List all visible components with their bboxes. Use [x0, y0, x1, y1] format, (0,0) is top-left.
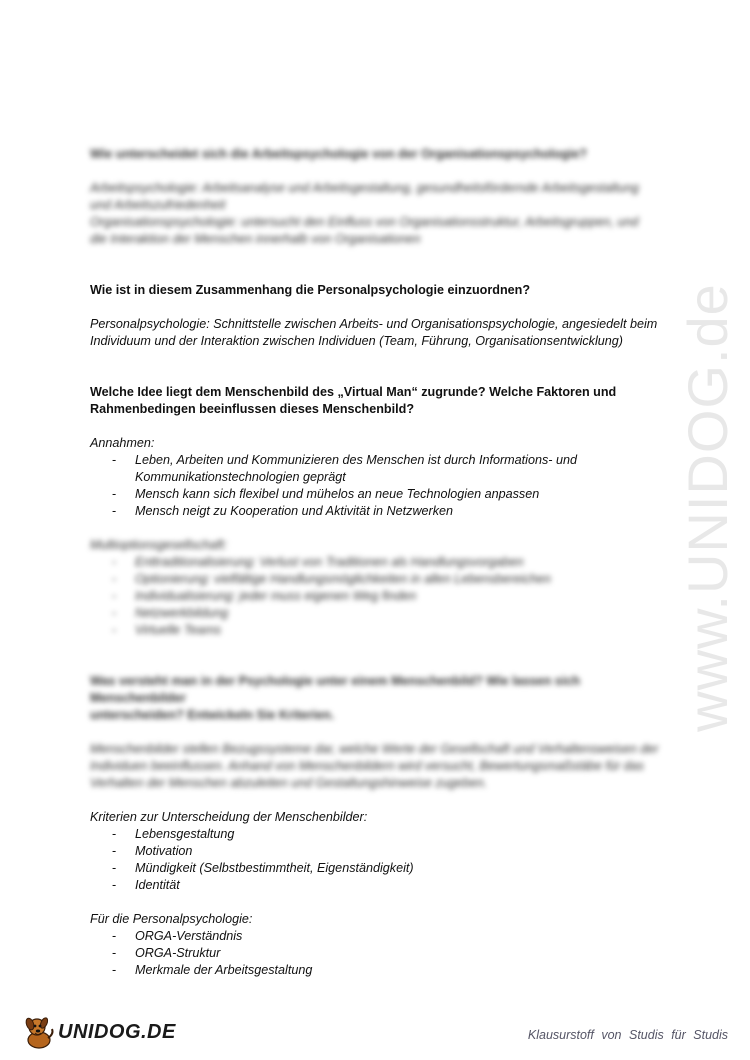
factors-list [90, 554, 670, 639]
question-1: Wie unterscheidet sich die Arbeitspsychologie von der Organisationspsychologie? [90, 147, 587, 161]
list-item: - Individualisierung: jeder muss eigenen Weg finden [90, 588, 670, 605]
section-blurred-3 [90, 537, 670, 639]
answer-2-line-1: Personalpsychologie: Schnittstelle zwischen Arbeits- und Organisationspsychologie, angesiedelt beim [90, 317, 658, 331]
personal-label: Für die Personalpsychologie: [90, 912, 253, 926]
assumptions-label: Annahmen: [90, 436, 155, 450]
factors-label: Multioptionsgesellschaft: [90, 538, 228, 552]
list-item: - Mündigkeit (Selbstbestimmtheit, Eigenständigkeit) [90, 860, 670, 877]
answer-4-line-3: Verhalten der Menschen abzuleiten und Gestaltungshinweise zugeben. [90, 776, 488, 790]
watermark [672, 282, 742, 732]
answer-1-line-1: Arbeitspsychologie: Arbeitsanalyse und Arbeitsgestaltung, gesundheitsfördernde Arbeitsgestaltung [90, 181, 639, 195]
list-item: - Enttraditionalisierung: Verlust von Traditionen als Handlungsvorgaben [90, 554, 670, 571]
section-2 [90, 282, 670, 350]
answer-1-line-3: Organisationspsychologie: untersucht den Einfluss von Organisationsstruktur, Arbeitsgruppen, und [90, 215, 639, 229]
list-item: - Leben, Arbeiten und Kommunizieren des Menschen ist durch Informations- und Kommunikationstechnologien geprägt [90, 452, 670, 486]
list-item: - Identität [90, 877, 670, 894]
answer-4-line-1: Menschenbilder stellen Bezugssysteme dar, welche Werte der Gesellschaft und Verhaltensweisen der [90, 742, 659, 756]
watermark-text: www.UNIDOG.de [675, 282, 739, 732]
answer-1-line-4: die Interaktion der Menschen innerhalb von Organisationen [90, 232, 421, 246]
answer-2-line-2: Individuum und der Interaktion zwischen Individuen (Team, Führung, Organisationsentwicklung) [90, 334, 623, 348]
question-3-line-1: Welche Idee liegt dem Menschenbild des „Virtual Man“ zugrunde? Welche Faktoren und [90, 385, 617, 399]
assumptions-list [90, 452, 670, 520]
question-4-line-1: Was versteht man in der Psychologie unter einem Menschenbild? Wie lassen sich Menschenbilder [90, 674, 581, 705]
criteria-label: Kriterien zur Unterscheidung der Menschenbilder: [90, 810, 368, 824]
list-item: - Merkmale der Arbeitsgestaltung [90, 962, 670, 979]
document-content [90, 146, 670, 979]
section-4 [90, 673, 670, 979]
section-3 [90, 384, 670, 639]
list-item: - Mensch neigt zu Kooperation und Aktivität in Netzwerken [90, 503, 670, 520]
footer-logo [22, 1012, 176, 1052]
section-blurred-1 [90, 146, 670, 248]
footer-slogan: Klausurstoff von Studis für Studis [527, 1028, 728, 1042]
dog-mascot-icon [22, 1014, 56, 1050]
answer-4-line-2: Individuen beeinflussen. Anhand von Menschenbildern wird versucht, Bewertungsmaßstäbe für das [90, 759, 644, 773]
question-3-line-2: Rahmenbedingen beeinflussen dieses Menschenbild? [90, 402, 415, 416]
list-item: - Optionierung: vielfältige Handlungsmöglichkeiten in allen Lebensbereichen [90, 571, 670, 588]
list-item: - Mensch kann sich flexibel und mühelos an neue Technologien anpassen [90, 486, 670, 503]
criteria-list [90, 826, 670, 894]
question-4-line-2: unterscheiden? Entwickeln Sie Kriterien. [90, 708, 335, 722]
list-item: - ORGA-Struktur [90, 945, 670, 962]
list-item: - Motivation [90, 843, 670, 860]
answer-1-line-2: und Arbeitszufriedenheit [90, 198, 226, 212]
question-2: Wie ist in diesem Zusammenhang die Personalpsychologie einzuordnen? [90, 283, 531, 297]
list-item: - Netzwerkbildung [90, 605, 670, 622]
list-item: - Lebensgestaltung [90, 826, 670, 843]
logo-text: UNIDOG.DE [58, 1020, 176, 1043]
section-blurred-4 [90, 673, 670, 792]
personal-list [90, 928, 670, 979]
list-item: - ORGA-Verständnis [90, 928, 670, 945]
list-item: - Virtuelle Teams [90, 622, 670, 639]
